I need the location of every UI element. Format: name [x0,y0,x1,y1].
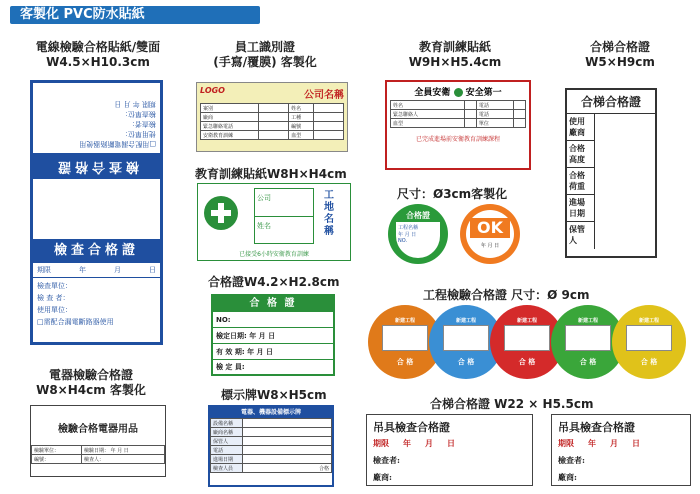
proj-circle-title: 新建工程 [394,318,415,324]
cert-label: 合 格 證 NO: 檢定日期: 年 月 日 有 效 期: 年 月 日 檢 定 員: [211,294,335,376]
wire-label-rows: 檢查單位： 檢 查 者： 使用單位： □需配合漏電斷路器使用 [37,282,114,326]
edu-table: 姓名 電話 緊急聯絡人 電話 血型 單位 [390,100,526,128]
caption-elev: 合梯合格證 W5×H9cm [585,40,655,69]
wire-label-period: 期限 年 月 日 [33,263,160,278]
circle-ok-label: OK 年 月 日 [460,204,520,264]
caption-elev2: 合梯合格證 W22 × H5.5cm [430,397,594,411]
staff-company: 公司名稱 [304,90,344,101]
caption-sign: 標示牌W8×H5cm [221,388,327,402]
edu-label: 全員安衛 安全第一 姓名 電話 緊急聯絡人 電話 血型 單位 已完成進場前安衛教育訓練課程 [385,80,531,170]
proj-circle-title: 新建工程 [577,318,598,324]
elev2-label-right: 吊具檢查合格證 期限 年 月 日 檢查者: 廠商: [551,414,691,486]
proj-circle-bottom: 合 格 [518,358,536,366]
proj-circle-title: 新建工程 [516,318,537,324]
proj-circle-bottom: 合 格 [457,358,475,366]
wire-label-title-flipped: 檢查合格證 [33,153,160,179]
proj-circle-bottom: 合 格 [579,358,597,366]
circle-green-label: 合格證 工程名稱 年 月 日 NO. [388,204,448,264]
proj-circle-form [504,325,550,351]
caption-wire: 電線檢驗合格貼紙/雙面 W4.5×H10.3cm [35,40,161,69]
proj-circle-content [612,305,686,379]
caption-edu2: 教育訓練貼紙W8H×H4cm [195,167,347,181]
caption-size3: 尺寸：Ø3cm客製化 [397,187,508,201]
caption-elec: 電器檢驗合格證 W8×H4cm 客製化 [36,368,146,397]
page-title: 客製化 PVC防水貼紙 [20,7,145,22]
safety-cross-icon [454,88,463,97]
proj-circle-form [382,325,428,351]
sign-table: 設備名稱 廠商名稱 保管人 電話 進場日期 檢查人員 合格 [210,418,332,473]
sign-label: 電器、機器設備標示牌 設備名稱 廠商名稱 保管人 電話 進場日期 檢查人員 合格 [208,405,334,487]
safety-cross-icon [204,196,238,230]
proj-circles [368,305,688,381]
elev2-label-left: 吊具檢查合格證 期限 年 月 日 檢查者: 廠商: [366,414,533,486]
wire-label-flipped-top: □用配合漏電斷路器使用 使用單位： 檢查者： 檢查單位： 期限 年 月 日 [79,100,156,148]
elec-label: 檢驗合格電器用品 檢驗單位： 檢驗日期： 年 月 日 編號： 檢查人： [30,405,166,477]
proj-circle-title: 新建工程 [455,318,476,324]
staff-table: 案別 姓名 廠商 工種 緊急聯絡電話 編號 安衛教育訓練 血型 [200,103,344,140]
wire-label [30,80,163,345]
proj-circle-bottom: 合 格 [640,358,658,366]
caption-proj: 工程檢驗合格證 尺寸：Ø 9cm [423,288,590,302]
caption-edu: 教育訓練貼紙 W9H×H5.4cm [408,40,502,69]
proj-circle-bottom: 合 格 [396,358,414,366]
elec-table: 檢驗單位： 檢驗日期： 年 月 日 編號： 檢查人： [31,445,165,464]
staff-logo: LOGO [200,86,225,95]
staff-card [196,82,348,152]
caption-cert: 合格證W4.2×H2.8cm [208,275,340,289]
proj-circle-title: 新建工程 [638,318,659,324]
proj-circle-form [565,325,611,351]
proj-circle-form [443,325,489,351]
proj-circle-form [626,325,672,351]
elev-label: 合梯合格證 使用廠商 合格高度 合格荷重 進場日期 保管人 [565,88,657,258]
wire-label-title: 檢查合格證 [33,239,160,263]
caption-staff: 員工識別證 (手寫/覆膜) 客製化 [213,40,317,69]
edu2-label: 公司 姓名 工地名稱 已接受6小時安衛教育訓練 [197,183,351,261]
